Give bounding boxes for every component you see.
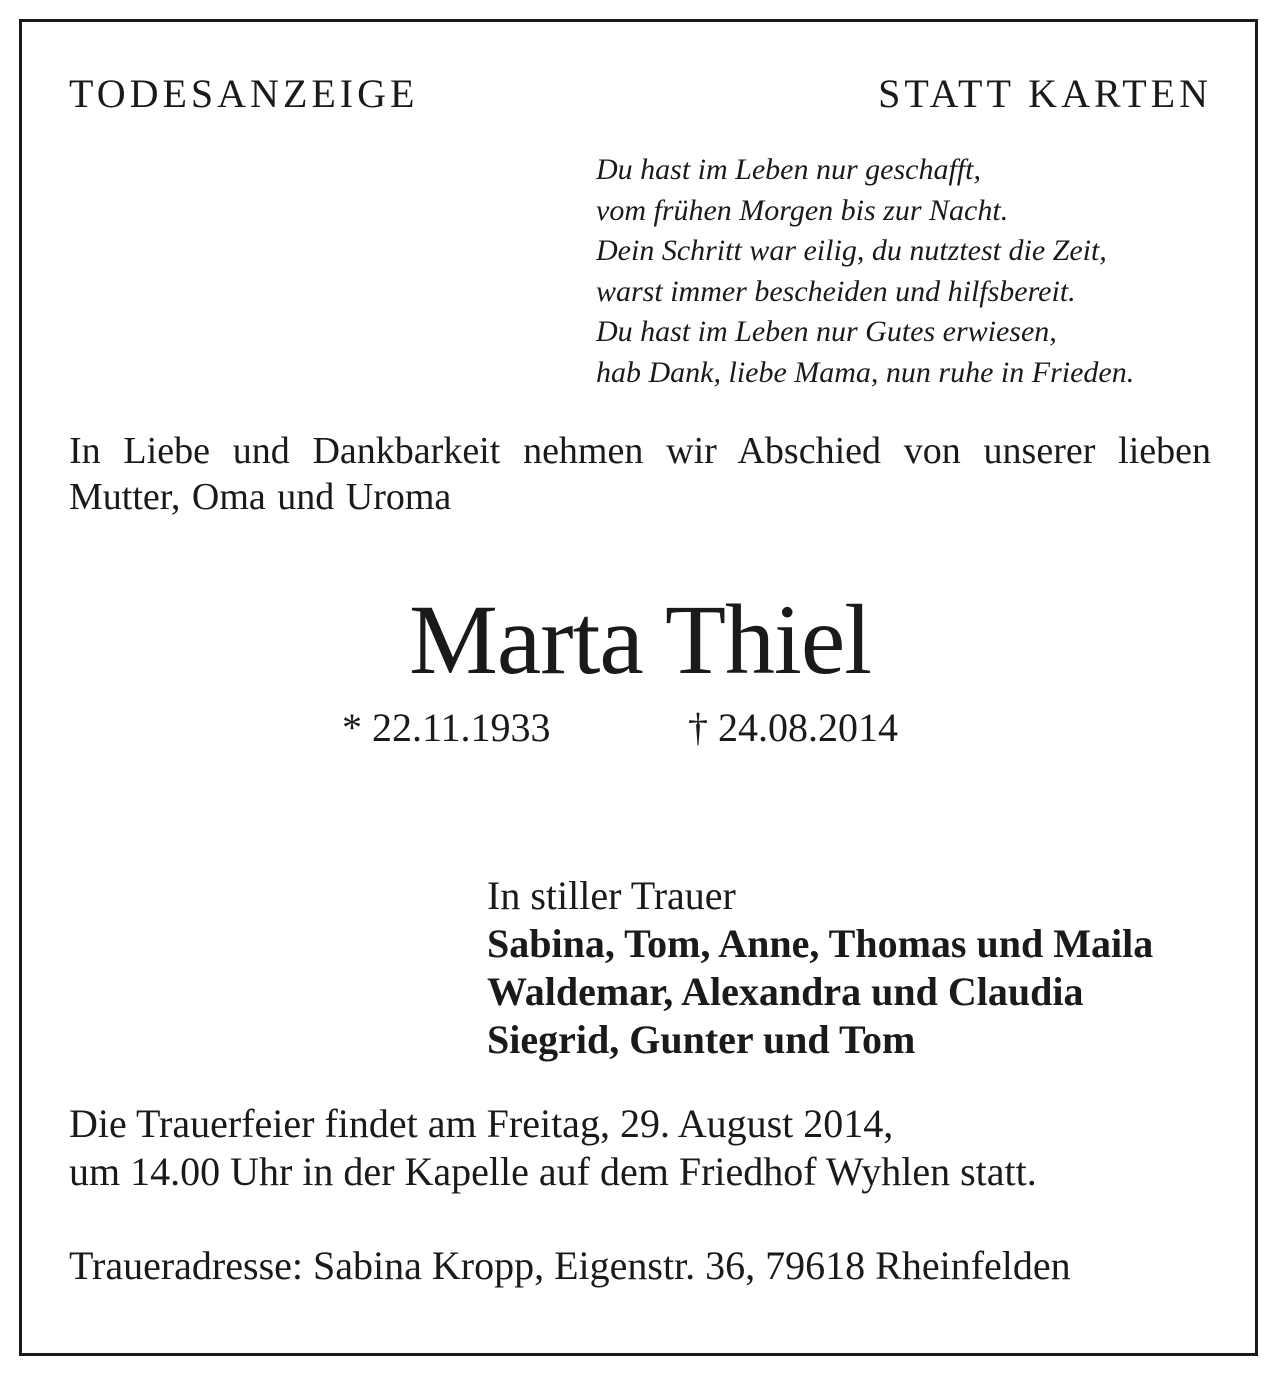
death-date: † 24.08.2014 (688, 705, 898, 750)
deceased-name: Marta Thiel (409, 584, 871, 695)
mourners-line: Waldemar, Alexandra und Claudia (487, 969, 1084, 1014)
memorial-poem (596, 150, 1134, 393)
mourners-block (487, 872, 1153, 1064)
mourners-heading: In stiller Trauer (487, 873, 736, 918)
birth-date: * 22.11.1933 (342, 705, 551, 750)
poem-line: Du hast im Leben nur Gutes erwiesen, (596, 315, 1057, 348)
mourners-line: Sabina, Tom, Anne, Thomas und Maila (487, 921, 1154, 966)
poem-line: warst immer bescheiden und hilfsbereit. (596, 274, 1076, 308)
poem-line: Dein Schritt war eilig, du nutztest die Zeit, (596, 234, 1107, 267)
poem-line: hab Dank, liebe Mama, nun ruhe in Frieden. (596, 355, 1135, 389)
service-line: Die Trauerfeier findet am Freitag, 29. August 2014, (69, 1101, 894, 1146)
poem-line: Du hast im Leben nur geschafft, (596, 153, 981, 186)
mourning-address: Traueradresse: Sabina Kropp, Eigenstr. 36, 79618 Rheinfelden (69, 1243, 1071, 1288)
service-line: um 14.00 Uhr in der Kapelle auf dem Friedhof Wyhlen statt. (69, 1149, 1037, 1194)
notice-type-label: TODESANZEIGE (69, 71, 419, 116)
statt-karten-label: STATT KARTEN (878, 71, 1212, 116)
farewell-intro: In Liebe und Dankbarkeit nehmen wir Abschied von unserer lieben Mutter, Oma und Uroma (69, 430, 1211, 518)
poem-line: vom frühen Morgen bis zur Nacht. (596, 193, 1009, 227)
mourners-line: Siegrid, Gunter und Tom (487, 1017, 916, 1062)
funeral-service-info (69, 1100, 1037, 1196)
